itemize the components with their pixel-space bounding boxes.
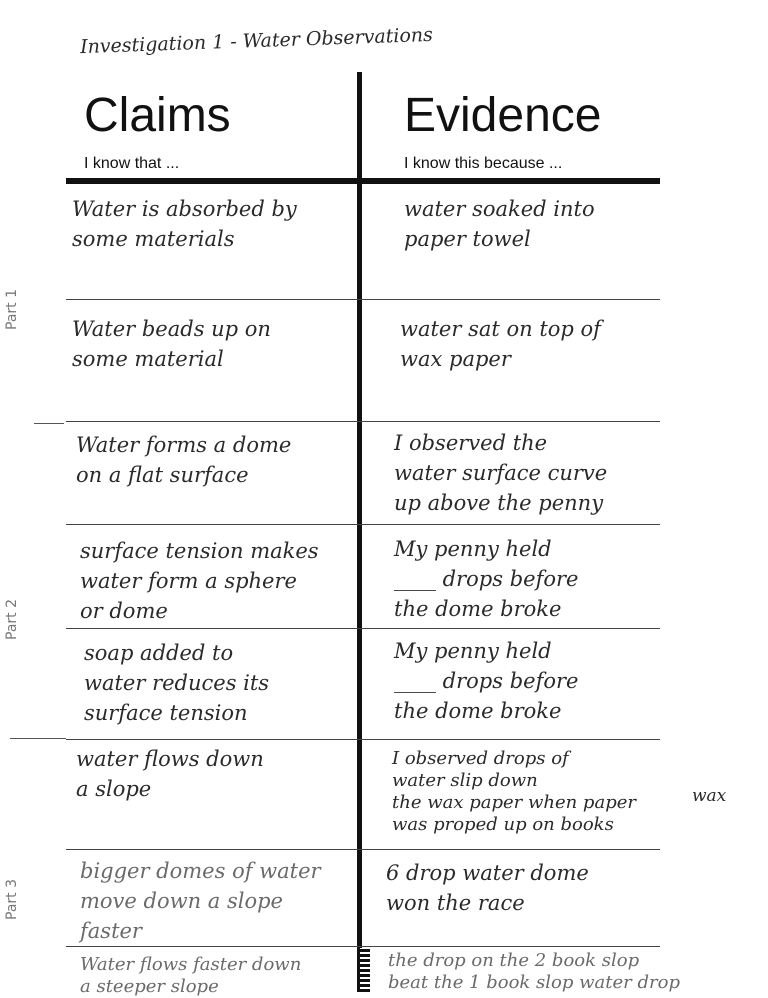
evidence-subheading: I know this because ... <box>404 155 563 172</box>
margin-label-part-3: Part 3 <box>4 879 20 920</box>
scan-artifact <box>360 948 370 992</box>
row-divider <box>66 849 660 850</box>
claim-cell: surface tension makes water form a sphere or dome <box>80 539 319 623</box>
evidence-cell: 6 drop water dome won the race <box>386 861 589 915</box>
evidence-heading: Evidence <box>404 89 602 142</box>
evidence-note: wax <box>692 786 727 806</box>
evidence-cell: the drop on the 2 book slop beat the 1 book slop water drop <box>388 950 680 993</box>
margin-label-part-2: Part 2 <box>4 599 20 640</box>
claims-heading: Claims <box>84 89 231 142</box>
claim-cell: water flows down a slope <box>76 747 264 801</box>
row-divider <box>66 946 660 947</box>
claim-cell: soap added to water reduces its surface tension <box>84 641 270 725</box>
row-divider <box>66 524 660 525</box>
evidence-cell: water sat on top of wax paper <box>400 317 601 371</box>
header-rule <box>66 178 660 184</box>
row-divider <box>66 421 660 422</box>
margin-label-part-1: Part 1 <box>4 289 20 330</box>
margin-tick <box>34 423 64 424</box>
evidence-cell: I observed the water surface curve up above the penny <box>394 431 608 515</box>
evidence-cell: My penny held ____ drops before the dome broke <box>394 537 579 621</box>
evidence-cell: water soaked into paper towel <box>404 197 595 251</box>
evidence-cell: I observed drops of water slip down the wax paper when paper was proped up on books <box>392 748 636 835</box>
row-divider <box>66 739 660 740</box>
row-divider <box>66 628 660 629</box>
claim-cell: Water flows faster down a steeper slope <box>80 954 302 997</box>
claim-cell: Water is absorbed by some materials <box>72 197 297 251</box>
evidence-cell: My penny held ____ drops before the dome broke <box>394 639 579 723</box>
claim-cell: Water forms a dome on a flat surface <box>76 433 292 487</box>
margin-tick <box>10 738 66 739</box>
claims-subheading: I know that ... <box>84 155 180 172</box>
claim-cell: Water beads up on some material <box>72 317 271 371</box>
row-divider <box>66 299 660 300</box>
page-title: Investigation 1 - Water Observations <box>79 23 434 59</box>
column-divider <box>357 72 362 992</box>
claim-cell: bigger domes of water move down a slope faster <box>80 859 321 943</box>
